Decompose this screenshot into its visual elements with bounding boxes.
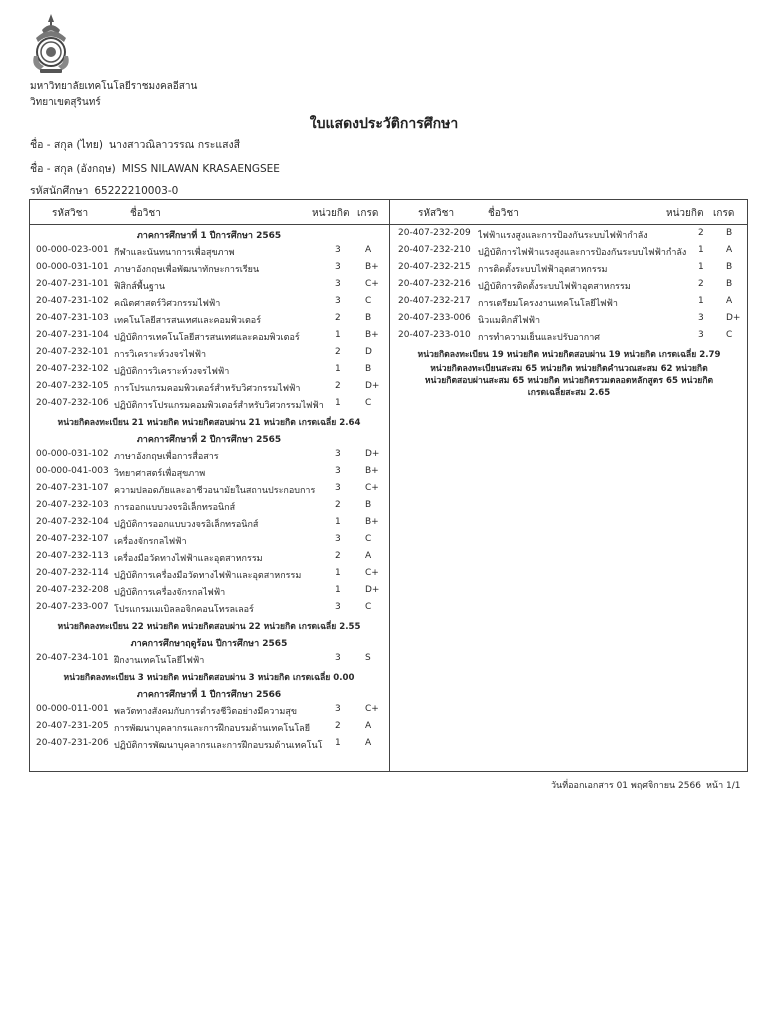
course-credits: 1	[335, 330, 341, 340]
cumulative-line: หน่วยกิตลงทะเบียนสะสม 65 หน่วยกิต หน่วยกิตคำนวณสะสม 62 หน่วยกิต	[430, 364, 708, 374]
course-row	[30, 327, 388, 344]
course-credits: 3	[335, 534, 341, 544]
course-code: 20-407-231-205	[36, 721, 109, 731]
semester-heading: ภาคการศึกษาที่ 1 ปีการศึกษา 2565	[136, 231, 282, 241]
course-credits: 2	[335, 313, 341, 323]
course-row	[390, 293, 748, 310]
course-credits: 3	[335, 245, 341, 255]
course-name: ภาษาอังกฤษเพื่อพัฒนาทักษะการเรียน	[114, 265, 260, 275]
course-name: ปฏิบัติการไฟฟ้าแรงสูงและการป้องกันระบบไฟฟ้ากำลัง	[478, 248, 687, 258]
course-code: 20-407-233-007	[36, 602, 109, 612]
course-grade: D+	[726, 313, 741, 323]
course-credits: 3	[335, 262, 341, 272]
course-row	[30, 446, 388, 463]
course-grade: B+	[365, 262, 379, 272]
course-row	[30, 480, 388, 497]
course-name: นิวแมติกส์ไฟฟ้า	[478, 316, 541, 326]
course-code: 20-407-232-102	[36, 364, 109, 374]
course-name: การวิเคราะห์วงจรไฟฟ้า	[114, 350, 207, 360]
course-grade: D+	[365, 585, 380, 595]
course-name: การพัฒนาบุคลากรและการฝึกอบรมด้านเทคโนโลยี	[114, 724, 310, 734]
course-grade: A	[365, 738, 372, 748]
course-code: 20-407-231-103	[36, 313, 109, 323]
course-grade: C	[365, 602, 372, 612]
course-credits: 2	[335, 500, 341, 510]
document-title: ใบแสดงประวัติการศึกษา	[309, 116, 459, 132]
course-name: ฟิสิกส์พื้นฐาน	[114, 282, 166, 292]
course-credits: 3	[335, 704, 341, 714]
course-code: 20-407-232-101	[36, 347, 109, 357]
course-credits: 3	[335, 296, 341, 306]
course-code: 20-407-232-210	[398, 245, 471, 255]
course-name: การติดตั้งระบบไฟฟ้าอุตสาหกรรม	[478, 265, 608, 275]
semester-summary: หน่วยกิตลงทะเบียน 19 หน่วยกิต หน่วยกิตสอบผ่าน 19 หน่วยกิต เกรดเฉลี่ย 2.79	[417, 350, 721, 360]
course-credits: 2	[335, 551, 341, 561]
course-grade: B	[726, 228, 733, 238]
course-code: 20-407-232-105	[36, 381, 109, 391]
course-credits: 1	[335, 364, 341, 374]
course-credits: 3	[335, 483, 341, 493]
course-name: พลวัตทางสังคมกับการดำรงชีวิตอย่างมีความสุข	[114, 707, 297, 717]
course-row	[390, 276, 748, 293]
course-name: ความปลอดภัยและอาชีวอนามัยในสถานประกอบการ	[114, 486, 316, 496]
name-thai-label: ชื่อ - สกุล (ไทย)	[30, 139, 103, 151]
course-credits: 3	[698, 330, 704, 340]
course-grade: D+	[365, 449, 380, 459]
course-credits: 3	[335, 466, 341, 476]
left-header-credits: หน่วยกิต	[312, 208, 350, 219]
course-grade: S	[365, 653, 371, 663]
course-row	[30, 497, 388, 514]
course-credits: 3	[698, 313, 704, 323]
course-code: 20-407-231-206	[36, 738, 109, 748]
page-number: หน้า 1/1	[706, 781, 741, 791]
course-name: ไฟฟ้าแรงสูงและการป้องกันระบบไฟฟ้ากำลัง	[478, 231, 648, 241]
course-code: 20-407-232-106	[36, 398, 109, 408]
course-name: ฝึกงานเทคโนโลยีไฟฟ้า	[114, 656, 205, 666]
semester-heading: ภาคการศึกษาที่ 1 ปีการศึกษา 2566	[136, 690, 282, 700]
course-name: โปรแกรมเมเบิลลอจิกคอนโทรลเลอร์	[114, 605, 254, 615]
course-credits: 1	[335, 398, 341, 408]
left-header-grade: เกรด	[357, 208, 379, 219]
cumulative-summary	[390, 361, 748, 399]
left-header-name: ชื่อวิชา	[130, 208, 161, 219]
course-row	[30, 701, 388, 718]
left-header-code: รหัสวิชา	[52, 208, 89, 219]
course-code: 00-000-011-001	[36, 704, 109, 714]
course-credits: 3	[335, 279, 341, 289]
course-grade: B	[365, 500, 372, 510]
course-credits: 3	[335, 602, 341, 612]
course-name: เครื่องมือวัดทางไฟฟ้าและอุตสาหกรรม	[114, 554, 263, 564]
course-row	[390, 259, 748, 276]
course-grade: B	[726, 262, 733, 272]
course-grade: D	[365, 347, 372, 357]
student-name-english	[30, 162, 280, 176]
course-code: 20-407-232-215	[398, 262, 471, 272]
course-grade: C	[365, 398, 372, 408]
course-grade: B	[365, 364, 372, 374]
course-credits: 1	[335, 517, 341, 527]
course-name: ปฏิบัติการพัฒนาบุคลากรและการฝึกอบรมด้านเทคโนโ	[114, 741, 323, 751]
course-credits: 1	[335, 585, 341, 595]
course-row	[30, 293, 388, 310]
course-row	[30, 242, 388, 259]
student-id	[30, 184, 178, 198]
course-row	[30, 378, 388, 395]
semester-summary: หน่วยกิตลงทะเบียน 22 หน่วยกิต หน่วยกิตสอบผ่าน 22 หน่วยกิต เกรดเฉลี่ย 2.55	[57, 622, 361, 632]
course-code: 20-407-232-103	[36, 500, 109, 510]
course-grade: C+	[365, 568, 379, 578]
name-english-value: MISS NILAWAN KRASAENGSEE	[121, 163, 280, 175]
course-code: 00-000-041-003	[36, 466, 109, 476]
course-row	[30, 344, 388, 361]
course-row	[30, 463, 388, 480]
course-row	[30, 395, 388, 412]
cumulative-line: เกรดเฉลี่ยสะสม 2.65	[527, 388, 611, 398]
course-credits: 2	[698, 279, 704, 289]
student-name-thai	[30, 138, 240, 152]
course-code: 20-407-231-102	[36, 296, 109, 306]
transcript-table	[29, 199, 748, 772]
course-code: 00-000-031-101	[36, 262, 109, 272]
course-credits: 2	[335, 381, 341, 391]
course-row	[30, 582, 388, 599]
course-credits: 1	[698, 245, 704, 255]
right-header-credits: หน่วยกิต	[666, 208, 704, 219]
course-code: 20-407-233-006	[398, 313, 471, 323]
course-name: ปฏิบัติการโปรแกรมคอมพิวเตอร์สำหรับวิศวกรรมไฟฟ้า	[114, 401, 324, 411]
right-header-name: ชื่อวิชา	[488, 208, 519, 219]
course-credits: 3	[335, 653, 341, 663]
right-course-column	[390, 225, 748, 399]
course-name: เครื่องจักรกลไฟฟ้า	[114, 537, 187, 547]
course-code: 20-407-232-217	[398, 296, 471, 306]
course-row	[30, 718, 388, 735]
course-name: ปฏิบัติการออกแบบวงจรอิเล็กทรอนิกส์	[114, 520, 259, 530]
course-name: วิทยาศาสตร์เพื่อสุขภาพ	[114, 469, 206, 479]
course-grade: C+	[365, 279, 379, 289]
course-name: การออกแบบวงจรอิเล็กทรอนิกส์	[114, 503, 236, 513]
course-grade: B	[365, 313, 372, 323]
course-name: ภาษาอังกฤษเพื่อการสื่อสาร	[114, 452, 219, 462]
course-row	[390, 327, 748, 344]
course-row	[30, 565, 388, 582]
course-row	[30, 259, 388, 276]
course-grade: C	[365, 534, 372, 544]
course-code: 20-407-232-209	[398, 228, 471, 238]
course-credits: 1	[335, 568, 341, 578]
left-course-column	[30, 225, 388, 752]
course-credits: 2	[335, 347, 341, 357]
course-credits: 1	[698, 296, 704, 306]
course-code: 20-407-232-104	[36, 517, 109, 527]
student-id-value: 65222210003-0	[94, 185, 179, 197]
course-name: ปฏิบัติการวิเคราะห์วงจรไฟฟ้า	[114, 367, 230, 377]
course-code: 20-407-233-010	[398, 330, 471, 340]
name-english-label: ชื่อ - สกุล (อังกฤษ)	[30, 163, 116, 175]
course-code: 20-407-232-113	[36, 551, 109, 561]
course-grade: A	[726, 245, 733, 255]
course-grade: D+	[365, 381, 380, 391]
course-credits: 3	[335, 449, 341, 459]
course-code: 20-407-231-104	[36, 330, 109, 340]
course-code: 20-407-232-208	[36, 585, 109, 595]
right-header-grade: เกรด	[713, 208, 735, 219]
semester-summary: หน่วยกิตลงทะเบียน 3 หน่วยกิต หน่วยกิตสอบผ่าน 3 หน่วยกิต เกรดเฉลี่ย 0.00	[63, 673, 355, 683]
course-grade: B+	[365, 517, 379, 527]
course-credits: 1	[335, 738, 341, 748]
course-grade: C+	[365, 483, 379, 493]
course-name: ปฏิบัติการติดตั้งระบบไฟฟ้าอุตสาหกรรม	[478, 282, 631, 292]
course-code: 00-000-023-001	[36, 245, 109, 255]
course-row	[30, 548, 388, 565]
course-grade: A	[365, 721, 372, 731]
course-name: คณิตศาสตร์วิศวกรรมไฟฟ้า	[114, 299, 221, 309]
course-name: การเตรียมโครงงานเทคโนโลยีไฟฟ้า	[478, 299, 618, 309]
course-code: 20-407-231-107	[36, 483, 109, 493]
course-name: ปฏิบัติการเครื่องจักรกลไฟฟ้า	[114, 588, 226, 598]
course-row	[30, 310, 388, 327]
course-row	[30, 514, 388, 531]
semester-summary: หน่วยกิตลงทะเบียน 21 หน่วยกิต หน่วยกิตสอบผ่าน 21 หน่วยกิต เกรดเฉลี่ย 2.64	[57, 418, 361, 428]
course-row	[390, 310, 748, 327]
cumulative-line: หน่วยกิตสอบผ่านสะสม 65 หน่วยกิต หน่วยกิตรวมตลอดหลักสูตร 65 หน่วยกิต	[424, 376, 714, 386]
course-row	[30, 361, 388, 378]
right-header-code: รหัสวิชา	[418, 208, 455, 219]
course-credits: 2	[698, 228, 704, 238]
campus-name: วิทยาเขตสุรินทร์	[30, 97, 101, 108]
university-name: มหาวิทยาลัยเทคโนโลยีราชมงคลอีสาน	[30, 81, 198, 92]
course-grade: B+	[365, 330, 379, 340]
course-grade: C	[726, 330, 733, 340]
course-credits: 2	[335, 721, 341, 731]
course-grade: C+	[365, 704, 379, 714]
course-grade: A	[726, 296, 733, 306]
course-grade: B	[726, 279, 733, 289]
semester-heading: ภาคการศึกษาฤดูร้อน ปีการศึกษา 2565	[130, 639, 288, 649]
course-name: การโปรแกรมคอมพิวเตอร์สำหรับวิศวกรรมไฟฟ้า	[114, 384, 301, 394]
course-row	[30, 735, 388, 752]
course-code: 20-407-232-216	[398, 279, 471, 289]
course-name: การทำความเย็นและปรับอากาศ	[478, 333, 600, 343]
course-name: ปฏิบัติการเครื่องมือวัดทางไฟฟ้าและอุตสาหกรรม	[114, 571, 302, 581]
name-thai-value: นางสาวณิลาวรรณ กระแสงสี	[108, 139, 241, 151]
course-credits: 1	[698, 262, 704, 272]
course-row	[30, 599, 388, 616]
course-grade: A	[365, 245, 372, 255]
course-code: 20-407-232-114	[36, 568, 109, 578]
course-code: 00-000-031-102	[36, 449, 109, 459]
course-row	[390, 225, 748, 242]
course-grade: B+	[365, 466, 379, 476]
semester-heading: ภาคการศึกษาที่ 2 ปีการศึกษา 2565	[136, 435, 282, 445]
course-row	[30, 531, 388, 548]
course-name: เทคโนโลยีสารสนเทศและคอมพิวเตอร์	[114, 316, 262, 326]
course-grade: C	[365, 296, 372, 306]
course-code: 20-407-234-101	[36, 653, 109, 663]
issue-date: วันที่ออกเอกสาร 01 พฤศจิกายน 2566	[551, 781, 701, 791]
course-code: 20-407-232-107	[36, 534, 109, 544]
course-grade: A	[365, 551, 372, 561]
course-row	[30, 650, 388, 667]
university-emblem-logo	[28, 12, 74, 76]
course-row	[30, 276, 388, 293]
course-name: ปฏิบัติการเทคโนโลยีสารสนเทศและคอมพิวเตอร์	[114, 333, 300, 343]
course-code: 20-407-231-101	[36, 279, 109, 289]
course-name: กีฬาและนันทนาการเพื่อสุขภาพ	[114, 248, 235, 258]
student-id-label: รหัสนักศึกษา	[30, 185, 89, 197]
course-row	[390, 242, 748, 259]
